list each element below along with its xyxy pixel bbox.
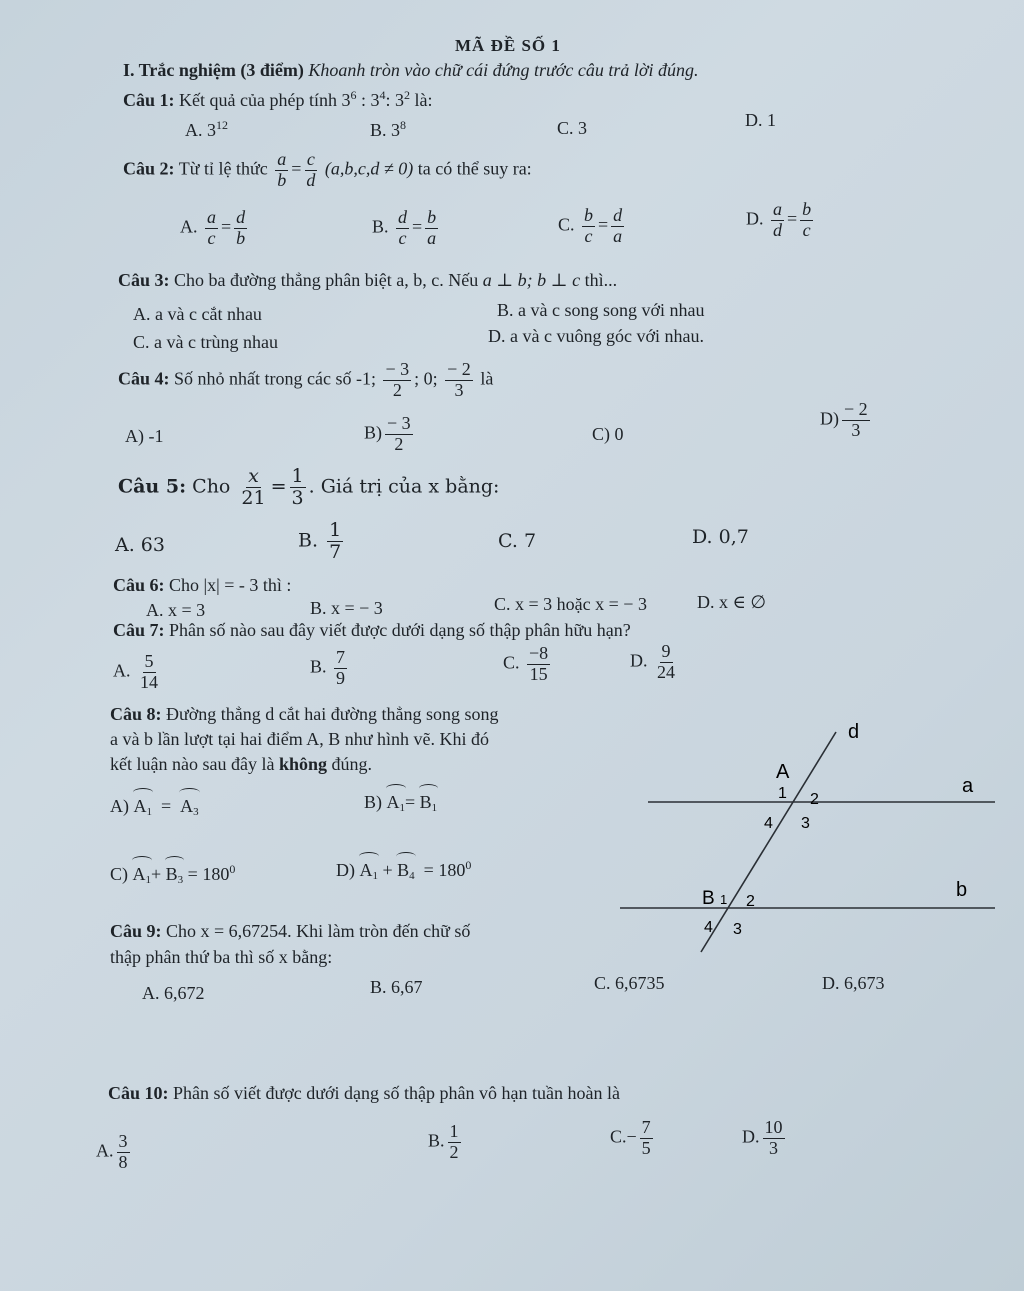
geometry-figure — [600, 710, 1010, 960]
q2-option-a[interactable]: A. $\frac{a}{c}$ = $\frac{d}{b}$ — [180, 207, 246, 248]
q3-option-d[interactable]: D. a và c vuông góc với nhau. — [488, 326, 704, 346]
q9-option-d[interactable]: D. 6,673 — [822, 973, 885, 993]
question-8: Câu 8: Đường thẳng d cắt hai đường thẳng song song a và b lần lượt tại hai điểm A, B như hình vẽ. Khi đó kết luận nào sau đây là không đúng. — [110, 704, 499, 774]
q5-option-b[interactable]: B. $\frac{1}{7}$ — [298, 519, 342, 563]
q10-option-c[interactable]: C.− $\frac{7}{5}$ — [610, 1117, 651, 1158]
angle-A2: 2 — [810, 791, 819, 808]
label-point-A: A — [776, 761, 790, 783]
q9-option-b[interactable]: B. 6,67 — [370, 977, 423, 997]
question-9: Câu 9: Cho x = 6,67254. Khi làm tròn đến chữ số thập phân thứ ba thì số x bằng: — [110, 921, 471, 967]
angle-A4: 4 — [764, 815, 773, 832]
q5-option-d[interactable]: D. 0,7 — [692, 526, 749, 548]
line-d — [701, 732, 836, 952]
question-6: Câu 6: Cho |x| = - 3 thì : — [113, 575, 292, 595]
label-a: a — [962, 775, 974, 797]
q2-option-b[interactable]: B. $\frac{d}{c}$ = $\frac{b}{a}$ — [372, 207, 437, 248]
q3-option-b[interactable]: B. a và c song song với nhau — [497, 300, 705, 320]
q4-option-d[interactable]: D) $\frac{- 2}{3}$ — [820, 399, 868, 440]
q1-option-b[interactable]: B. $3^8$ — [370, 118, 407, 140]
q7-option-c[interactable]: C. $\frac{-8}{15}$ — [503, 643, 549, 684]
q8-option-b[interactable]: B) $A_1= B_1$ — [364, 786, 437, 814]
q6-option-c[interactable]: C. x = 3 hoặc x = − 3 — [494, 594, 647, 614]
label-b: b — [956, 879, 968, 901]
q2-option-c[interactable]: C. $\frac{b}{c}$ = $\frac{d}{a}$ — [558, 205, 623, 246]
q3-option-c[interactable]: C. a và c trùng nhau — [133, 332, 278, 352]
q9-option-c[interactable]: C. 6,6735 — [594, 973, 665, 993]
question-4: Câu 4: Số nhỏ nhất trong các số -1; $\frac{- 3}{2}$ ; 0; $\frac{- 2}{3}$ là — [118, 359, 494, 400]
q2-option-d[interactable]: D. $\frac{a}{d}$ = $\frac{b}{c}$ — [746, 199, 812, 240]
question-5: Câu 5: Cho $\frac{x}{21}$ = $\frac{1}{3}$ . Giá trị của x bằng: — [118, 465, 500, 509]
q6-option-d[interactable]: D. x ∈ ∅ — [697, 592, 767, 612]
q4-option-b[interactable]: B) $\frac{- 3}{2}$ — [364, 413, 411, 454]
label-d: d — [848, 721, 860, 743]
page-title: MÃ ĐỀ SỐ 1 — [455, 36, 561, 55]
q10-option-d[interactable]: D. $\frac{10}{3}$ — [742, 1117, 783, 1158]
angle-B2: 2 — [746, 893, 755, 910]
q7-option-d[interactable]: D. $\frac{9}{24}$ — [630, 641, 675, 682]
label-point-B: B — [702, 888, 715, 909]
question-7: Câu 7: Phân số nào sau đây viết được dưới dạng số thập phân hữu hạn? — [113, 620, 631, 640]
q8-option-c[interactable]: C) $A_1+ B_3 = 180^0$ — [110, 858, 235, 886]
q6-option-b[interactable]: B. x = − 3 — [310, 598, 383, 618]
angle-B3: 3 — [733, 921, 742, 938]
question-1: Câu 1: Kết quả của phép tính $3^6$ : $3^4$: $3^2$ là: — [123, 88, 433, 110]
angle-B4: 4 — [704, 919, 713, 936]
q6-option-a[interactable]: A. x = 3 — [146, 600, 206, 620]
q1-option-d[interactable]: D. 1 — [745, 110, 776, 130]
q1-option-c[interactable]: C. 3 — [557, 118, 588, 138]
q1-option-a[interactable]: A. $3^{12}$ — [185, 118, 228, 140]
q3-option-a[interactable]: A. a và c cắt nhau — [133, 304, 262, 324]
section-heading: I. Trắc nghiệm (3 điểm) Khoanh tròn vào chữ cái đứng trước câu trả lời đúng. — [123, 60, 699, 80]
q10-option-a[interactable]: A. $\frac{3}{8}$ — [96, 1131, 128, 1172]
q10-option-b[interactable]: B. $\frac{1}{2}$ — [428, 1121, 459, 1162]
angle-A3: 3 — [801, 815, 810, 832]
question-10: Câu 10: Phân số viết được dưới dạng số thập phân vô hạn tuần hoàn là — [108, 1083, 620, 1103]
q8-option-a[interactable]: A) $A_1 = A_3$ — [110, 790, 199, 818]
angle-B1: 1 — [720, 892, 728, 907]
q9-option-a[interactable]: A. 6,672 — [142, 983, 205, 1003]
q5-option-c[interactable]: C. 7 — [498, 530, 537, 552]
question-2: Câu 2: Từ tỉ lệ thức $\frac{a}{b}$ = $\frac{c}{d}$ (a,b,c,d ≠ 0) ta có thể suy ra: — [123, 149, 532, 190]
q8-option-d[interactable]: D) $A_1 + B_4 = 180^0$ — [336, 854, 471, 882]
q7-option-b[interactable]: B. $\frac{7}{9}$ — [310, 647, 346, 688]
q5-option-a[interactable]: A. 63 — [115, 534, 165, 556]
q4-option-a[interactable]: A) -1 — [125, 426, 164, 446]
angle-A1: 1 — [778, 785, 787, 802]
q7-option-a[interactable]: A. $\frac{5}{14}$ — [113, 651, 158, 692]
q4-option-c[interactable]: C) 0 — [592, 424, 624, 444]
question-3: Câu 3: Cho ba đường thẳng phân biệt a, b, c. Nếu a ⊥ b; b ⊥ c thì... — [118, 270, 618, 290]
